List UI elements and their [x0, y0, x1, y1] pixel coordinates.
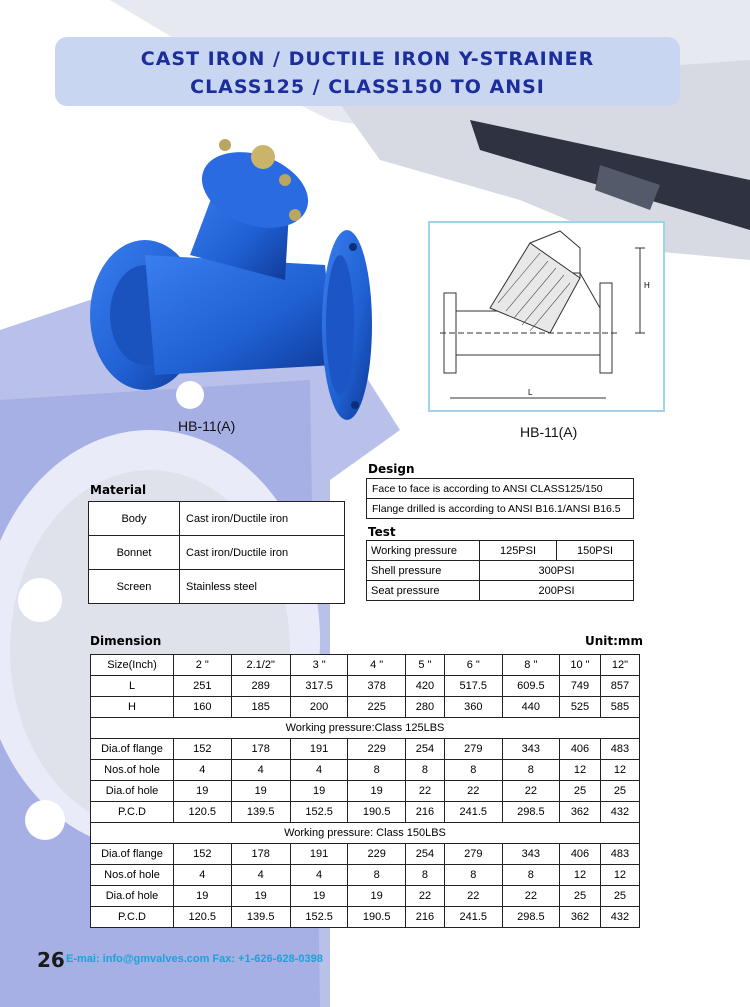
- table-row: [91, 907, 640, 928]
- table-cell: 4: [290, 760, 348, 781]
- design-table: [366, 478, 634, 519]
- table-cell: 152.5: [290, 907, 348, 928]
- test-value: 200PSI: [480, 581, 634, 601]
- row-label: H: [91, 697, 174, 718]
- table-cell: 22: [502, 886, 560, 907]
- table-cell: 4: [174, 865, 232, 886]
- table-cell: 19: [348, 781, 406, 802]
- table-cell: 440: [502, 697, 560, 718]
- table-cell: 360: [445, 697, 503, 718]
- table-row: [91, 823, 640, 844]
- material-key: Screen: [89, 570, 180, 604]
- table-cell: 483: [600, 844, 639, 865]
- table-cell: 317.5: [290, 676, 348, 697]
- dimension-table: [90, 654, 640, 928]
- table-cell: 178: [231, 844, 290, 865]
- table-row: [91, 865, 640, 886]
- table-cell: 19: [174, 781, 232, 802]
- test-value: 125PSI: [480, 541, 557, 561]
- table-cell: 25: [600, 781, 639, 802]
- table-cell: 22: [405, 886, 444, 907]
- table-cell: 139.5: [231, 802, 290, 823]
- table-cell: 420: [405, 676, 444, 697]
- title-line-1: CAST IRON / DUCTILE IRON Y-STRAINER: [140, 48, 595, 70]
- table-cell: 8: [445, 865, 503, 886]
- table-cell: 280: [405, 697, 444, 718]
- table-cell: 19: [174, 886, 232, 907]
- page-number: 26: [37, 948, 65, 972]
- table-cell: 8: [445, 760, 503, 781]
- table-row: [91, 697, 640, 718]
- drawing-caption: HB-11(A): [520, 424, 578, 440]
- table-cell: 10 ": [560, 655, 601, 676]
- table-cell: 406: [560, 844, 601, 865]
- test-label: Working pressure: [367, 541, 480, 561]
- test-label: Shell pressure: [367, 561, 480, 581]
- table-cell: 378: [348, 676, 406, 697]
- material-heading: Material: [90, 483, 147, 497]
- table-row: [367, 541, 634, 561]
- table-cell: 432: [600, 802, 639, 823]
- table-row: [367, 479, 634, 499]
- table-row: [91, 844, 640, 865]
- title-line-2: CLASS125 / CLASS150 TO ANSI: [190, 76, 545, 98]
- table-cell: 22: [445, 886, 503, 907]
- table-cell: 406: [560, 739, 601, 760]
- table-cell: 483: [600, 739, 639, 760]
- table-cell: 609.5: [502, 676, 560, 697]
- table-cell: 343: [502, 739, 560, 760]
- table-cell: 216: [405, 907, 444, 928]
- table-cell: 279: [445, 844, 503, 865]
- material-table: [88, 501, 345, 604]
- table-cell: 152.5: [290, 802, 348, 823]
- table-cell: 178: [231, 739, 290, 760]
- table-cell: 190.5: [348, 802, 406, 823]
- table-cell: 8: [405, 760, 444, 781]
- table-cell: 200: [290, 697, 348, 718]
- table-cell: 8: [405, 865, 444, 886]
- footer-contact: E-mai: info@gmvalves.com Fax: +1-626-628-0398: [66, 953, 323, 965]
- table-cell: 19: [231, 781, 290, 802]
- table-row: [91, 781, 640, 802]
- table-cell: 241.5: [445, 802, 503, 823]
- table-cell: 191: [290, 739, 348, 760]
- title-banner: [55, 37, 680, 106]
- table-cell: 279: [445, 739, 503, 760]
- technical-drawing: [430, 223, 663, 410]
- table-cell: 216: [405, 802, 444, 823]
- material-value: Stainless steel: [180, 570, 345, 604]
- table-row: [91, 739, 640, 760]
- table-cell: 4: [290, 865, 348, 886]
- table-cell: 362: [560, 802, 601, 823]
- table-cell: 19: [290, 886, 348, 907]
- table-cell: 120.5: [174, 802, 232, 823]
- section-title: Working pressure:Class 125LBS: [91, 718, 640, 739]
- table-cell: 19: [231, 886, 290, 907]
- table-row: [89, 570, 345, 604]
- table-row: [89, 536, 345, 570]
- table-cell: 298.5: [502, 802, 560, 823]
- test-heading: Test: [368, 525, 396, 539]
- table-cell: 857: [600, 676, 639, 697]
- table-cell: 12: [560, 865, 601, 886]
- table-cell: 191: [290, 844, 348, 865]
- table-cell: 139.5: [231, 907, 290, 928]
- table-cell: 241.5: [445, 907, 503, 928]
- row-label: Nos.of hole: [91, 760, 174, 781]
- table-row: [91, 718, 640, 739]
- table-cell: 749: [560, 676, 601, 697]
- design-cell: Face to face is according to ANSI CLASS125/150: [367, 479, 634, 499]
- row-label: Dia.of hole: [91, 781, 174, 802]
- test-value: 300PSI: [480, 561, 634, 581]
- table-cell: 8: [502, 865, 560, 886]
- table-cell: 4: [174, 760, 232, 781]
- row-label: P.C.D: [91, 802, 174, 823]
- table-row: [91, 886, 640, 907]
- table-row: [91, 760, 640, 781]
- table-cell: 229: [348, 739, 406, 760]
- table-cell: 12": [600, 655, 639, 676]
- material-key: Body: [89, 502, 180, 536]
- table-cell: 12: [600, 865, 639, 886]
- table-cell: 185: [231, 697, 290, 718]
- table-row: [367, 499, 634, 519]
- dimension-heading: Dimension: [90, 634, 162, 648]
- table-cell: 2.1/2": [231, 655, 290, 676]
- row-label: Nos.of hole: [91, 865, 174, 886]
- table-cell: 120.5: [174, 907, 232, 928]
- table-cell: 4: [231, 760, 290, 781]
- section-title: Working pressure: Class 150LBS: [91, 823, 640, 844]
- table-cell: 343: [502, 844, 560, 865]
- table-row: [91, 655, 640, 676]
- table-cell: 525: [560, 697, 601, 718]
- row-label: Size(Inch): [91, 655, 174, 676]
- table-cell: 517.5: [445, 676, 503, 697]
- table-cell: 190.5: [348, 907, 406, 928]
- drawing-label-h: H: [644, 281, 650, 290]
- table-cell: 19: [348, 886, 406, 907]
- material-key: Bonnet: [89, 536, 180, 570]
- table-cell: 229: [348, 844, 406, 865]
- table-cell: 25: [600, 886, 639, 907]
- table-cell: 8: [348, 865, 406, 886]
- design-heading: Design: [368, 462, 415, 476]
- material-value: Cast iron/Ductile iron: [180, 536, 345, 570]
- y-strainer-photo: [85, 135, 385, 435]
- row-label: Dia.of flange: [91, 844, 174, 865]
- table-row: [367, 581, 634, 601]
- photo-caption: HB-11(A): [178, 418, 236, 434]
- table-cell: 225: [348, 697, 406, 718]
- row-label: Dia.of hole: [91, 886, 174, 907]
- table-row: [91, 676, 640, 697]
- table-cell: 289: [231, 676, 290, 697]
- table-cell: 25: [560, 781, 601, 802]
- table-cell: 251: [174, 676, 232, 697]
- table-cell: 254: [405, 739, 444, 760]
- table-row: [89, 502, 345, 536]
- table-cell: 22: [502, 781, 560, 802]
- table-cell: 432: [600, 907, 639, 928]
- table-cell: 5 ": [405, 655, 444, 676]
- table-cell: 362: [560, 907, 601, 928]
- table-cell: 8: [348, 760, 406, 781]
- table-cell: 3 ": [290, 655, 348, 676]
- row-label: L: [91, 676, 174, 697]
- row-label: P.C.D: [91, 907, 174, 928]
- table-cell: 4: [231, 865, 290, 886]
- table-row: [367, 561, 634, 581]
- table-cell: 6 ": [445, 655, 503, 676]
- row-label: Dia.of flange: [91, 739, 174, 760]
- table-cell: 19: [290, 781, 348, 802]
- table-cell: 12: [560, 760, 601, 781]
- test-value: 150PSI: [557, 541, 634, 561]
- drawing-label-l: L: [528, 388, 533, 397]
- table-cell: 25: [560, 886, 601, 907]
- table-cell: 585: [600, 697, 639, 718]
- table-cell: 12: [600, 760, 639, 781]
- table-cell: 2 ": [174, 655, 232, 676]
- design-cell: Flange drilled is according to ANSI B16.1/ANSI B16.5: [367, 499, 634, 519]
- table-cell: 22: [405, 781, 444, 802]
- table-cell: 4 ": [348, 655, 406, 676]
- test-label: Seat pressure: [367, 581, 480, 601]
- table-cell: 160: [174, 697, 232, 718]
- table-cell: 22: [445, 781, 503, 802]
- dimension-unit: Unit:mm: [585, 634, 643, 648]
- technical-drawing-frame: [428, 221, 665, 412]
- table-cell: 8 ": [502, 655, 560, 676]
- table-cell: 8: [502, 760, 560, 781]
- table-cell: 254: [405, 844, 444, 865]
- table-cell: 298.5: [502, 907, 560, 928]
- table-cell: 152: [174, 739, 232, 760]
- material-value: Cast iron/Ductile iron: [180, 502, 345, 536]
- table-row: [91, 802, 640, 823]
- test-table: [366, 540, 634, 601]
- table-cell: 152: [174, 844, 232, 865]
